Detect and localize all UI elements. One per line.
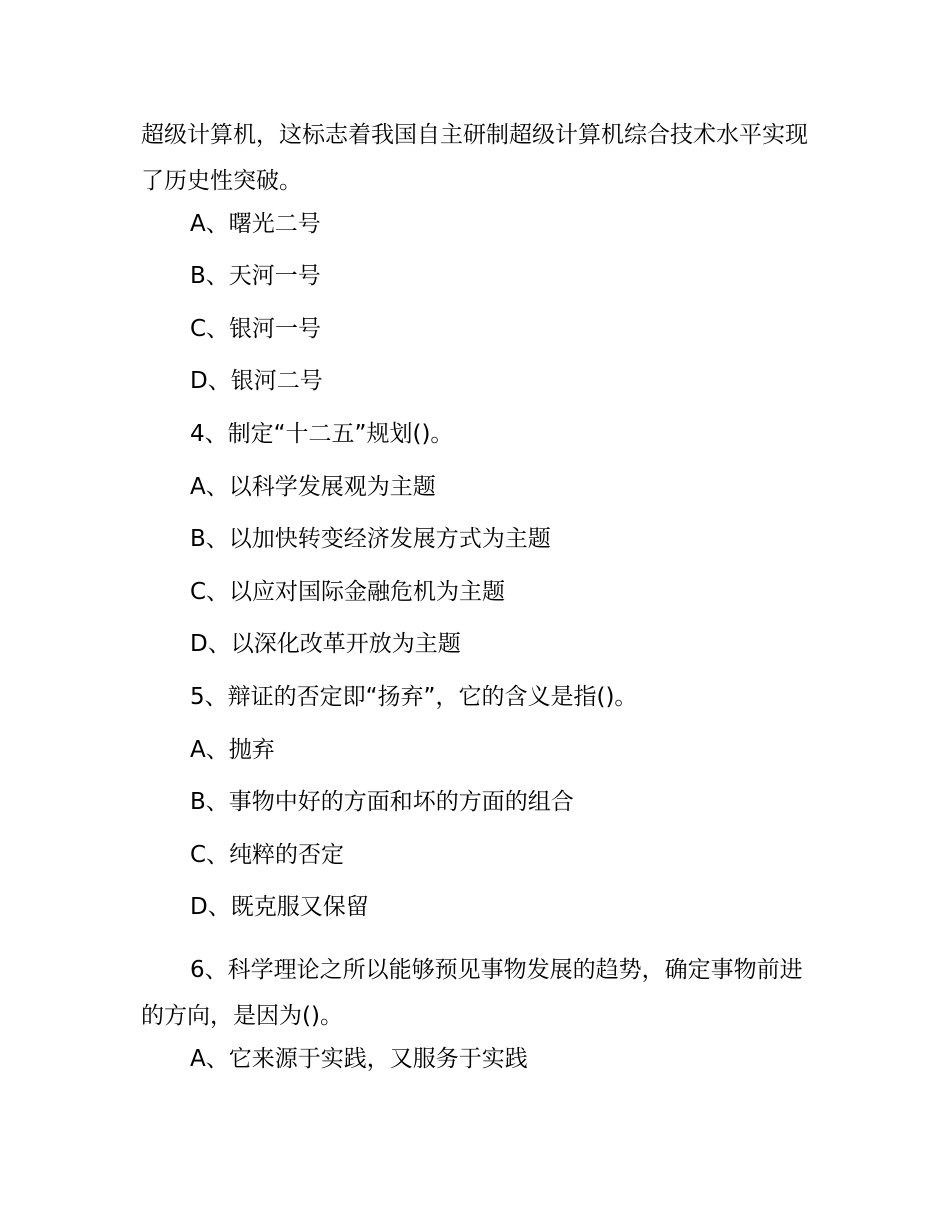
q3-option-a: A、曙光二号 [190, 210, 321, 237]
q4-option-d: D、以深化改革开放为主题 [190, 631, 461, 658]
q3-option-b: B、天河一号 [190, 263, 321, 290]
question-5-stem: 5、辩证的否定即“扬弃”，它的含义是指()。 [190, 683, 638, 710]
q5-option-d: D、既克服又保留 [190, 894, 369, 921]
q4-option-b: B、以加快转变经济发展方式为主题 [190, 526, 551, 553]
q3-option-d: D、银河二号 [190, 368, 323, 395]
q5-option-b: B、事物中好的方面和坏的方面的组合 [190, 789, 574, 816]
q6-option-a: A、它来源于实践，又服务于实践 [190, 1045, 528, 1072]
question-6-stem: 6、科学理论之所以能够预见事物发展的趋势，确定事物前进的方向，是因为()。 [141, 956, 803, 1029]
question-3-stem-continuation: 超级计算机，这标志着我国自主研制超级计算机综合技术水平实现了历史性突破。 [141, 122, 808, 194]
q4-option-a: A、以科学发展观为主题 [190, 473, 436, 500]
q5-option-c: C、纯粹的否定 [190, 841, 345, 868]
q3-option-c: C、银河一号 [190, 315, 322, 342]
q4-option-c: C、以应对国际金融危机为主题 [190, 578, 506, 605]
question-4-stem: 4、制定“十二五”规划()。 [190, 420, 454, 447]
page-content [141, 112, 821, 1098]
q5-option-a: A、抛弃 [190, 736, 275, 763]
